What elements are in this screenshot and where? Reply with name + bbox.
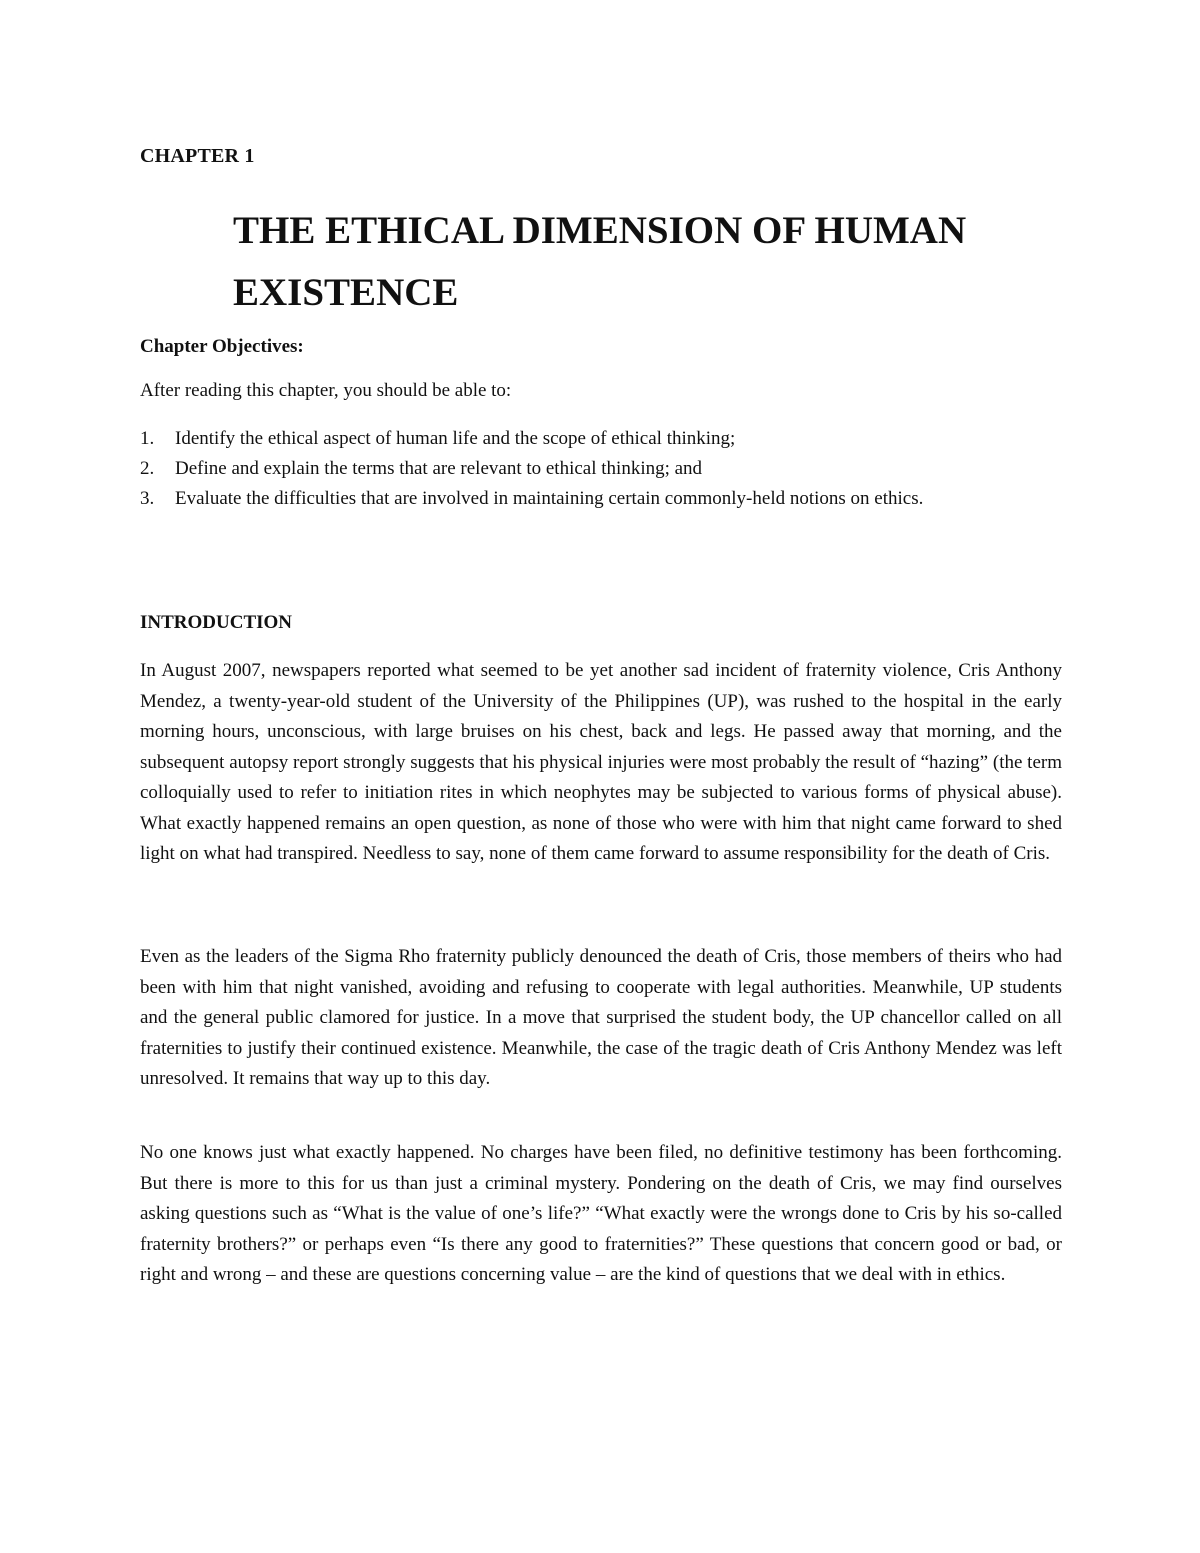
objective-text: Identify the ethical aspect of human life and the scope of ethical thinking; [175, 428, 736, 449]
objective-item [140, 484, 1062, 514]
body-paragraph: In August 2007, newspapers reported what seemed to be yet another sad incident of fraternity violence, Cris Anthony Mendez, a twenty-year-old student of the University of the Philippines (UP), was rushed to the hospital in the early morning hours, unconscious, with large bruises on his chest, back and legs. He passed away that morning, and the subsequent autopsy report strongly suggests that his physical injuries were most probably the result of “hazing” (the term colloquially used to refer to initiation rites in which neophytes may be subjected to various forms of physical abuse). What exactly happened remains an open question, as none of those who were with him that night came forward to shed light on what had transpired. Needless to say, none of them came forward to assume responsibility for the death of Cris. [140, 660, 1062, 864]
chapter-label: CHAPTER 1 [140, 145, 255, 167]
objective-item [140, 454, 1062, 484]
objective-number: 2. [140, 458, 155, 479]
objectives-list [140, 424, 1062, 514]
objective-item [140, 424, 1062, 454]
objectives-intro: After reading this chapter, you should be able to: [140, 380, 512, 401]
objective-text: Evaluate the difficulties that are involved in maintaining certain commonly-held notions on ethics. [175, 488, 924, 509]
objective-number: 1. [140, 428, 155, 449]
objective-text: Define and explain the terms that are relevant to ethical thinking; and [175, 458, 703, 479]
chapter-title: THE ETHICAL DIMENSION OF HUMAN EXISTENCE [233, 209, 967, 314]
objective-number: 3. [140, 488, 155, 509]
body-paragraph: Even as the leaders of the Sigma Rho fraternity publicly denounced the death of Cris, those members of theirs who had been with him that night vanished, avoiding and refusing to cooperate with legal authorities. Meanwhile, UP students and the general public clamored for justice. In a move that surprised the student body, the UP chancellor called on all fraternities to justify their continued existence. Meanwhile, the case of the tragic death of Cris Anthony Mendez was left unresolved. It remains that way up to this day. [140, 946, 1062, 1089]
objectives-heading: Chapter Objectives: [140, 336, 304, 357]
introduction-heading: INTRODUCTION [140, 612, 293, 633]
body-paragraph: No one knows just what exactly happened. No charges have been filed, no definitive testimony has been forthcoming. But there is more to this for us than just a criminal mystery. Pondering on the death of Cris, we may find ourselves asking questions such as “What is the value of one’s life?” “What exactly were the wrongs done to Cris by his so-called fraternity brothers?” or perhaps even “Is there any good to fraternities?” These questions that concern good or bad, or right and wrong – and these are questions concerning value – are the kind of questions that we deal with in ethics. [140, 1142, 1062, 1285]
